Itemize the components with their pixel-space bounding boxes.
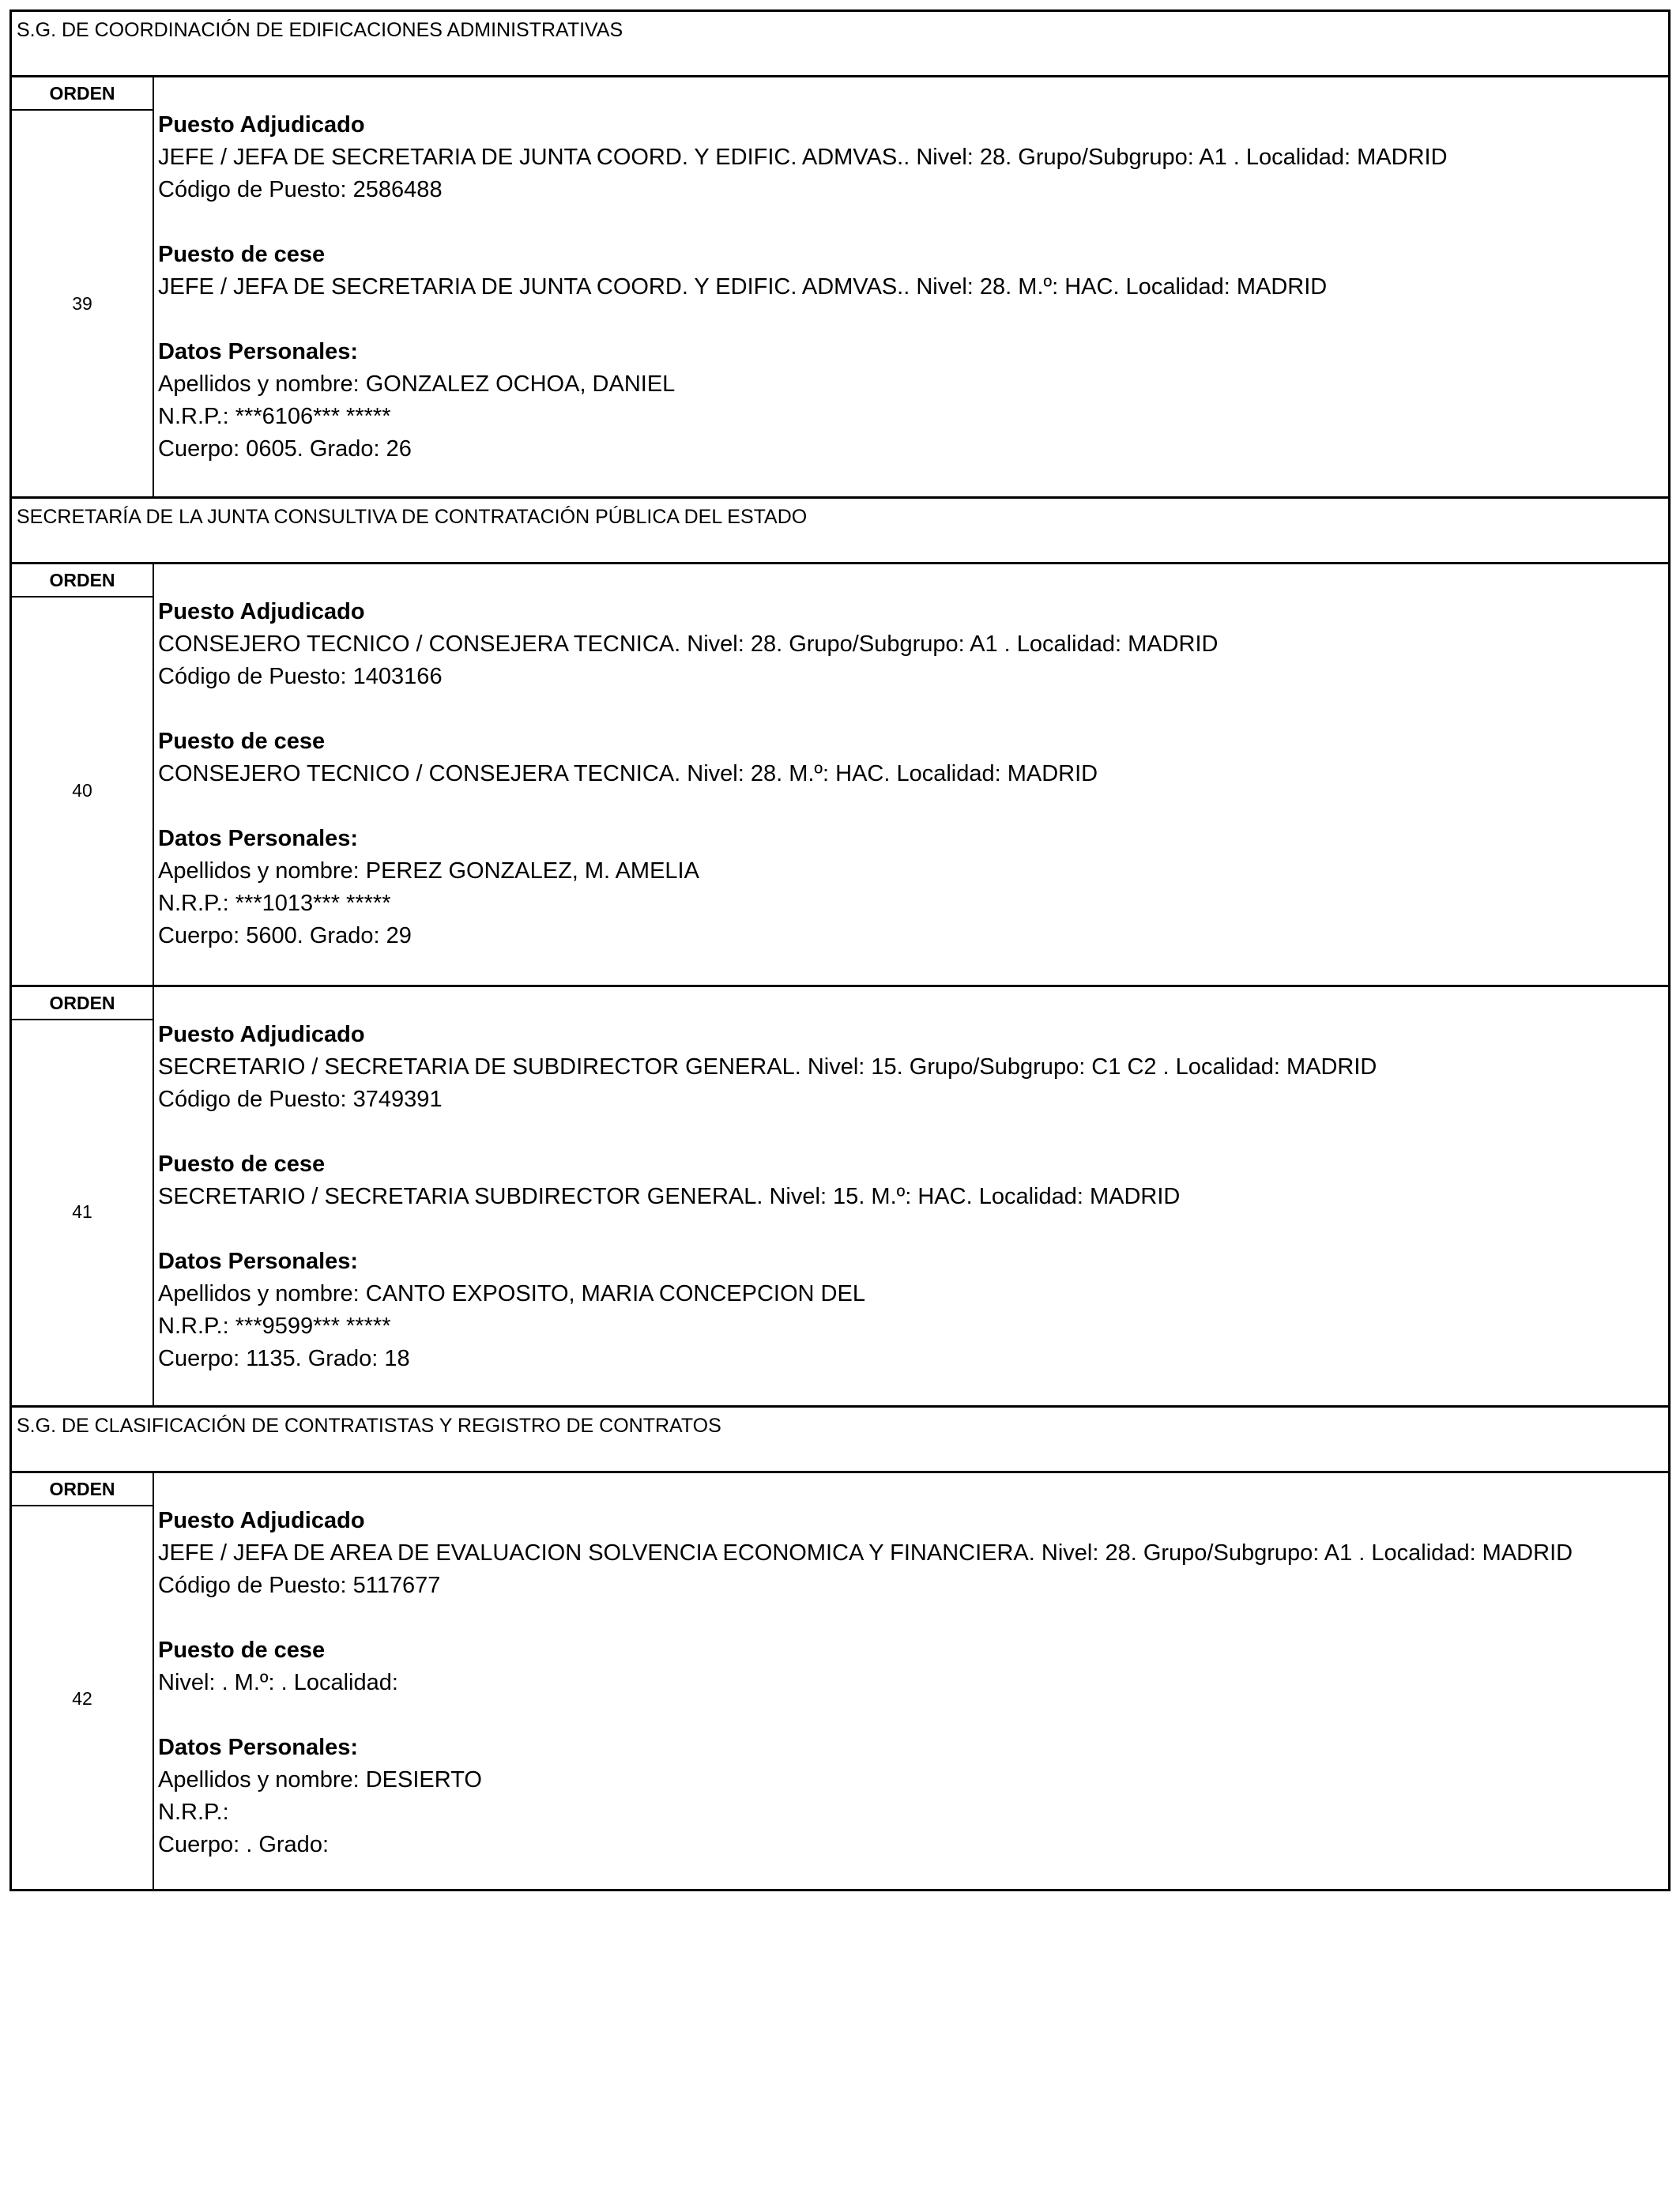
puesto-adjudicado-heading: Puesto Adjudicado [158,1508,365,1533]
orden-column [12,564,154,985]
datos-personales-heading: Datos Personales: [158,339,359,364]
nrp: N.R.P.: ***1013*** ***** [158,891,391,916]
orden-number: 42 [72,1688,92,1709]
apellidos-nombre: Apellidos y nombre: CANTO EXPOSITO, MARIA CONCEPCION DEL [158,1281,865,1306]
cuerpo-grado: Cuerpo: 5600. Grado: 29 [158,923,412,948]
nrp: N.R.P.: ***6106*** ***** [158,404,391,429]
puesto-cese-heading: Puesto de cese [158,1638,326,1663]
cuerpo-grado: Cuerpo: 1135. Grado: 18 [158,1346,410,1371]
puesto-adjudicado-heading: Puesto Adjudicado [158,112,365,138]
orden-number: 41 [72,1201,92,1222]
orden-label: ORDEN [12,1473,153,1506]
orden-number: 40 [72,780,92,801]
datos-personales-heading: Datos Personales: [158,826,359,851]
section-title: S.G. DE COORDINACIÓN DE EDIFICACIONES ADMINISTRATIVAS [17,19,623,41]
entry-row [9,1471,1671,1891]
entry-content [158,596,1660,952]
section-title: SECRETARÍA DE LA JUNTA CONSULTIVA DE CONTRATACIÓN PÚBLICA DEL ESTADO [17,506,808,528]
apellidos-nombre: Apellidos y nombre: GONZALEZ OCHOA, DANIEL [158,371,676,397]
cuerpo-grado: Cuerpo: 0605. Grado: 26 [158,436,412,462]
entry-row [9,985,1671,1405]
entry-content [158,1019,1660,1375]
orden-label: ORDEN [12,987,153,1020]
puesto-cese-heading: Puesto de cese [158,1152,326,1177]
puesto-cese-heading: Puesto de cese [158,242,326,267]
cuerpo-grado: Cuerpo: . Grado: [158,1832,329,1857]
puesto-cese-text: Nivel: . M.º: . Localidad: [158,1670,398,1695]
nrp: N.R.P.: [158,1800,229,1825]
section-title: S.G. DE CLASIFICACIÓN DE CONTRATISTAS Y REGISTRO DE CONTRATOS [17,1415,721,1437]
orden-label: ORDEN [12,564,153,598]
codigo-puesto: Código de Puesto: 2586488 [158,177,443,202]
datos-personales-heading: Datos Personales: [158,1249,359,1274]
entry-row [9,75,1671,496]
puesto-adjudicado-heading: Puesto Adjudicado [158,599,365,624]
entry-row [9,562,1671,985]
puesto-adjudicado-text: CONSEJERO TECNICO / CONSEJERA TECNICA. Nivel: 28. Grupo/Subgrupo: A1 . Localidad: MADRID [158,631,1219,657]
datos-personales-heading: Datos Personales: [158,1735,359,1760]
apellidos-nombre: Apellidos y nombre: PEREZ GONZALEZ, M. AMELIA [158,858,699,884]
entry-content [158,109,1660,466]
orden-column [12,987,154,1405]
puesto-adjudicado-text: JEFE / JEFA DE SECRETARIA DE JUNTA COORD. Y EDIFIC. ADMVAS.. Nivel: 28. Grupo/Subgrupo: A1 . Localidad: MADRID [158,145,1448,170]
codigo-puesto: Código de Puesto: 1403166 [158,664,443,689]
section-header [9,1405,1671,1471]
section-header [9,9,1671,75]
orden-column [12,77,154,496]
codigo-puesto: Código de Puesto: 3749391 [158,1087,443,1112]
section-header [9,496,1671,562]
puesto-adjudicado-text: SECRETARIO / SECRETARIA DE SUBDIRECTOR GENERAL. Nivel: 15. Grupo/Subgrupo: C1 C2 . Localidad: MADRID [158,1054,1377,1080]
apellidos-nombre: Apellidos y nombre: DESIERTO [158,1767,482,1793]
puesto-adjudicado-heading: Puesto Adjudicado [158,1022,365,1047]
orden-column [12,1473,154,1889]
nrp: N.R.P.: ***9599*** ***** [158,1314,391,1339]
codigo-puesto: Código de Puesto: 5117677 [158,1573,441,1598]
puesto-cese-text: JEFE / JEFA DE SECRETARIA DE JUNTA COORD. Y EDIFIC. ADMVAS.. Nivel: 28. M.º: HAC. Localidad: MADRID [158,274,1328,300]
puesto-adjudicado-text: JEFE / JEFA DE AREA DE EVALUACION SOLVENCIA ECONOMICA Y FINANCIERA. Nivel: 28. Grupo/Subgrupo: A1 . Localidad: MADRID [158,1540,1573,1566]
puesto-cese-heading: Puesto de cese [158,729,326,754]
orden-label: ORDEN [12,77,153,111]
orden-number: 39 [72,293,92,314]
entry-content [158,1505,1660,1861]
puesto-cese-text: SECRETARIO / SECRETARIA SUBDIRECTOR GENERAL. Nivel: 15. M.º: HAC. Localidad: MADRID [158,1184,1181,1209]
puesto-cese-text: CONSEJERO TECNICO / CONSEJERA TECNICA. Nivel: 28. M.º: HAC. Localidad: MADRID [158,761,1098,786]
